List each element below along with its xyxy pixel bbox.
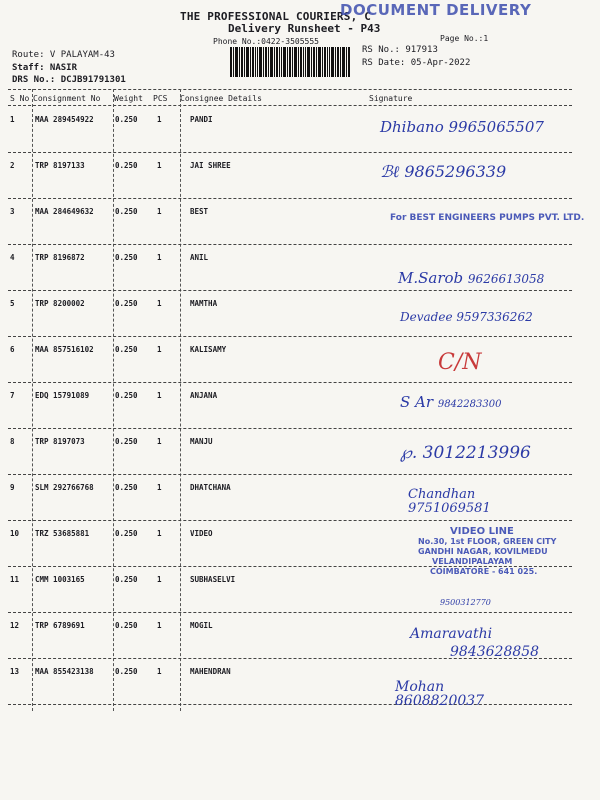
signature-phone: 9597336262 bbox=[456, 310, 533, 324]
row-sno: 11 bbox=[10, 575, 20, 584]
signature-row-9: Chandhan 9751069581 bbox=[408, 487, 491, 516]
row-weight: 0.250 bbox=[115, 483, 138, 492]
stamp-line: VELANDIPALAYAM bbox=[432, 557, 513, 566]
rs-date: RS Date: 05-Apr-2022 bbox=[362, 57, 471, 68]
header-top-rule bbox=[8, 89, 572, 90]
row-pcs: 1 bbox=[157, 299, 162, 308]
barcode-icon bbox=[230, 47, 350, 77]
row-pcs: 1 bbox=[157, 667, 162, 676]
signature-row-6: C/N bbox=[438, 350, 482, 375]
row-divider bbox=[8, 290, 572, 291]
row-weight: 0.250 bbox=[115, 299, 138, 308]
row-sno: 8 bbox=[10, 437, 15, 446]
row-pcs: 1 bbox=[157, 483, 162, 492]
row-divider bbox=[8, 152, 572, 153]
signature-phone: 9842283300 bbox=[437, 399, 502, 410]
signature-phone: 8608820037 bbox=[395, 693, 485, 709]
row-consignee: MOGIL bbox=[190, 621, 213, 630]
col-divider bbox=[180, 89, 181, 711]
row-sno: 7 bbox=[10, 391, 15, 400]
row-weight: 0.250 bbox=[115, 529, 138, 538]
company-name: THE PROFESSIONAL COURIERS, C bbox=[180, 10, 372, 23]
row-consignee: BEST bbox=[190, 207, 209, 216]
row-consignee: PANDI bbox=[190, 115, 213, 124]
row-consignment-no: SLM 292766768 bbox=[35, 483, 94, 492]
row-consignment-no: TRP 8197133 bbox=[35, 161, 85, 170]
page-number: Page No.:1 bbox=[440, 34, 489, 43]
row-divider bbox=[8, 382, 572, 383]
row-pcs: 1 bbox=[157, 391, 162, 400]
col-weight: Weight bbox=[114, 94, 143, 103]
row-consignment-no: MAA 857516102 bbox=[35, 345, 94, 354]
row-consignment-no: TRP 8196872 bbox=[35, 253, 85, 262]
row-weight: 0.250 bbox=[115, 161, 138, 170]
row-pcs: 1 bbox=[157, 253, 162, 262]
runsheet-title: Delivery Runsheet - P43 bbox=[228, 22, 381, 35]
phone-number: Phone No.:0422-3505555 bbox=[213, 37, 319, 46]
signature-row-2: ℬℓ 9865296339 bbox=[380, 162, 507, 181]
col-divider bbox=[113, 89, 114, 711]
row-divider bbox=[8, 704, 572, 705]
row-consignment-no: MAA 284649632 bbox=[35, 207, 94, 216]
row-pcs: 1 bbox=[157, 529, 162, 538]
row-weight: 0.250 bbox=[115, 437, 138, 446]
signature-phone: 9865296339 bbox=[404, 162, 507, 181]
row-divider bbox=[8, 474, 572, 475]
row-consignment-no: MAA 855423138 bbox=[35, 667, 94, 676]
header-bottom-rule bbox=[8, 105, 572, 106]
row-weight: 0.250 bbox=[115, 253, 138, 262]
row-divider bbox=[8, 336, 572, 337]
row-sno: 2 bbox=[10, 161, 15, 170]
row-consignee: ANIL bbox=[190, 253, 209, 262]
row-pcs: 1 bbox=[157, 575, 162, 584]
stamp-line: COIMBATORE - 641 025. bbox=[430, 567, 538, 576]
row-consignee: JAI SHREE bbox=[190, 161, 231, 170]
row-weight: 0.250 bbox=[115, 575, 138, 584]
row-divider bbox=[8, 612, 572, 613]
row-pcs: 1 bbox=[157, 437, 162, 446]
staff: Staff: NASIR bbox=[12, 62, 78, 73]
row-consignee: MAHENDRAN bbox=[190, 667, 231, 676]
best-engineers-stamp: For BEST ENGINEERS PUMPS PVT. LTD. bbox=[390, 213, 585, 223]
row-weight: 0.250 bbox=[115, 667, 138, 676]
row-weight: 0.250 bbox=[115, 115, 138, 124]
row-consignment-no: TRZ 53685881 bbox=[35, 529, 90, 538]
rs-number: RS No.: 917913 bbox=[362, 45, 438, 55]
row-pcs: 1 bbox=[157, 345, 162, 354]
signature-row-8: ℘. 3012213996 bbox=[400, 443, 531, 463]
col-sno: S No bbox=[10, 94, 30, 103]
stamp-line: No.30, 1st FLOOR, GREEN CITY bbox=[418, 537, 557, 546]
row-divider bbox=[8, 428, 572, 429]
row-sno: 10 bbox=[10, 529, 20, 538]
signature-phone: 9965065507 bbox=[448, 118, 544, 136]
row-sno: 5 bbox=[10, 299, 15, 308]
row-pcs: 1 bbox=[157, 115, 162, 124]
row-sno: 6 bbox=[10, 345, 15, 354]
signature-row-7: S Ar 9842283300 bbox=[400, 393, 502, 411]
row-consignee: KALISAMY bbox=[190, 345, 227, 354]
col-signature: Signature bbox=[369, 94, 413, 103]
row-consignee: MAMTHA bbox=[190, 299, 218, 308]
row-divider bbox=[8, 244, 572, 245]
row-consignment-no: MAA 289454922 bbox=[35, 115, 94, 124]
row-consignee: DHATCHANA bbox=[190, 483, 231, 492]
row-sno: 4 bbox=[10, 253, 15, 262]
row-weight: 0.250 bbox=[115, 621, 138, 630]
row-divider bbox=[8, 198, 572, 199]
row-consignee: VIDEO bbox=[190, 529, 213, 538]
signature-row-12: Amaravathi 9843628858 bbox=[410, 626, 540, 660]
row-consignment-no: TRP 8197073 bbox=[35, 437, 85, 446]
row-consignment-no: TRP 6789691 bbox=[35, 621, 85, 630]
row-consignment-no: TRP 8200002 bbox=[35, 299, 85, 308]
route-info bbox=[12, 49, 126, 87]
signature-row-4: M.Sarob 9626613058 bbox=[398, 269, 545, 287]
signature-row-11: 9500312770 bbox=[440, 598, 491, 607]
row-weight: 0.250 bbox=[115, 391, 138, 400]
col-consignment: Consignment No bbox=[33, 94, 101, 103]
video-line-stamp bbox=[418, 527, 556, 577]
signature-phone: 9626613058 bbox=[467, 272, 545, 286]
col-pcs: PCS bbox=[153, 94, 168, 103]
route: Route: V PALAYAM-43 bbox=[12, 50, 115, 60]
signature-phone: 3012213996 bbox=[422, 443, 531, 463]
col-consignee: Consignee Details bbox=[180, 94, 262, 103]
stamp-line: GANDHI NAGAR, KOVILMEDU bbox=[418, 547, 548, 556]
signature-row-13: Mohan 8608820037 bbox=[395, 679, 485, 709]
row-sno: 1 bbox=[10, 115, 15, 124]
col-divider bbox=[32, 89, 33, 711]
row-consignment-no: EDQ 15791089 bbox=[35, 391, 90, 400]
row-pcs: 1 bbox=[157, 207, 162, 216]
signature-row-1: Dhibano 9965065507 bbox=[380, 118, 544, 136]
row-sno: 13 bbox=[10, 667, 20, 676]
row-consignee: SUBHASELVI bbox=[190, 575, 236, 584]
row-consignee: MANJU bbox=[190, 437, 213, 446]
document-delivery-stamp: DOCUMENT DELIVERY bbox=[340, 1, 532, 19]
row-sno: 9 bbox=[10, 483, 15, 492]
row-consignee: ANJANA bbox=[190, 391, 218, 400]
row-weight: 0.250 bbox=[115, 207, 138, 216]
row-consignment-no: CMM 1003165 bbox=[35, 575, 85, 584]
row-pcs: 1 bbox=[157, 161, 162, 170]
row-sno: 3 bbox=[10, 207, 15, 216]
row-weight: 0.250 bbox=[115, 345, 138, 354]
row-divider bbox=[8, 520, 572, 521]
drs-number: DRS No.: DCJB91791301 bbox=[12, 75, 126, 85]
signature-phone: 9843628858 bbox=[450, 644, 540, 660]
row-pcs: 1 bbox=[157, 621, 162, 630]
runsheet-info bbox=[362, 44, 470, 69]
signature-row-5: Devadee 9597336262 bbox=[400, 310, 533, 324]
signature-phone: 9751069581 bbox=[408, 501, 491, 516]
row-sno: 12 bbox=[10, 621, 20, 630]
stamp-line: VIDEO LINE bbox=[450, 526, 514, 537]
